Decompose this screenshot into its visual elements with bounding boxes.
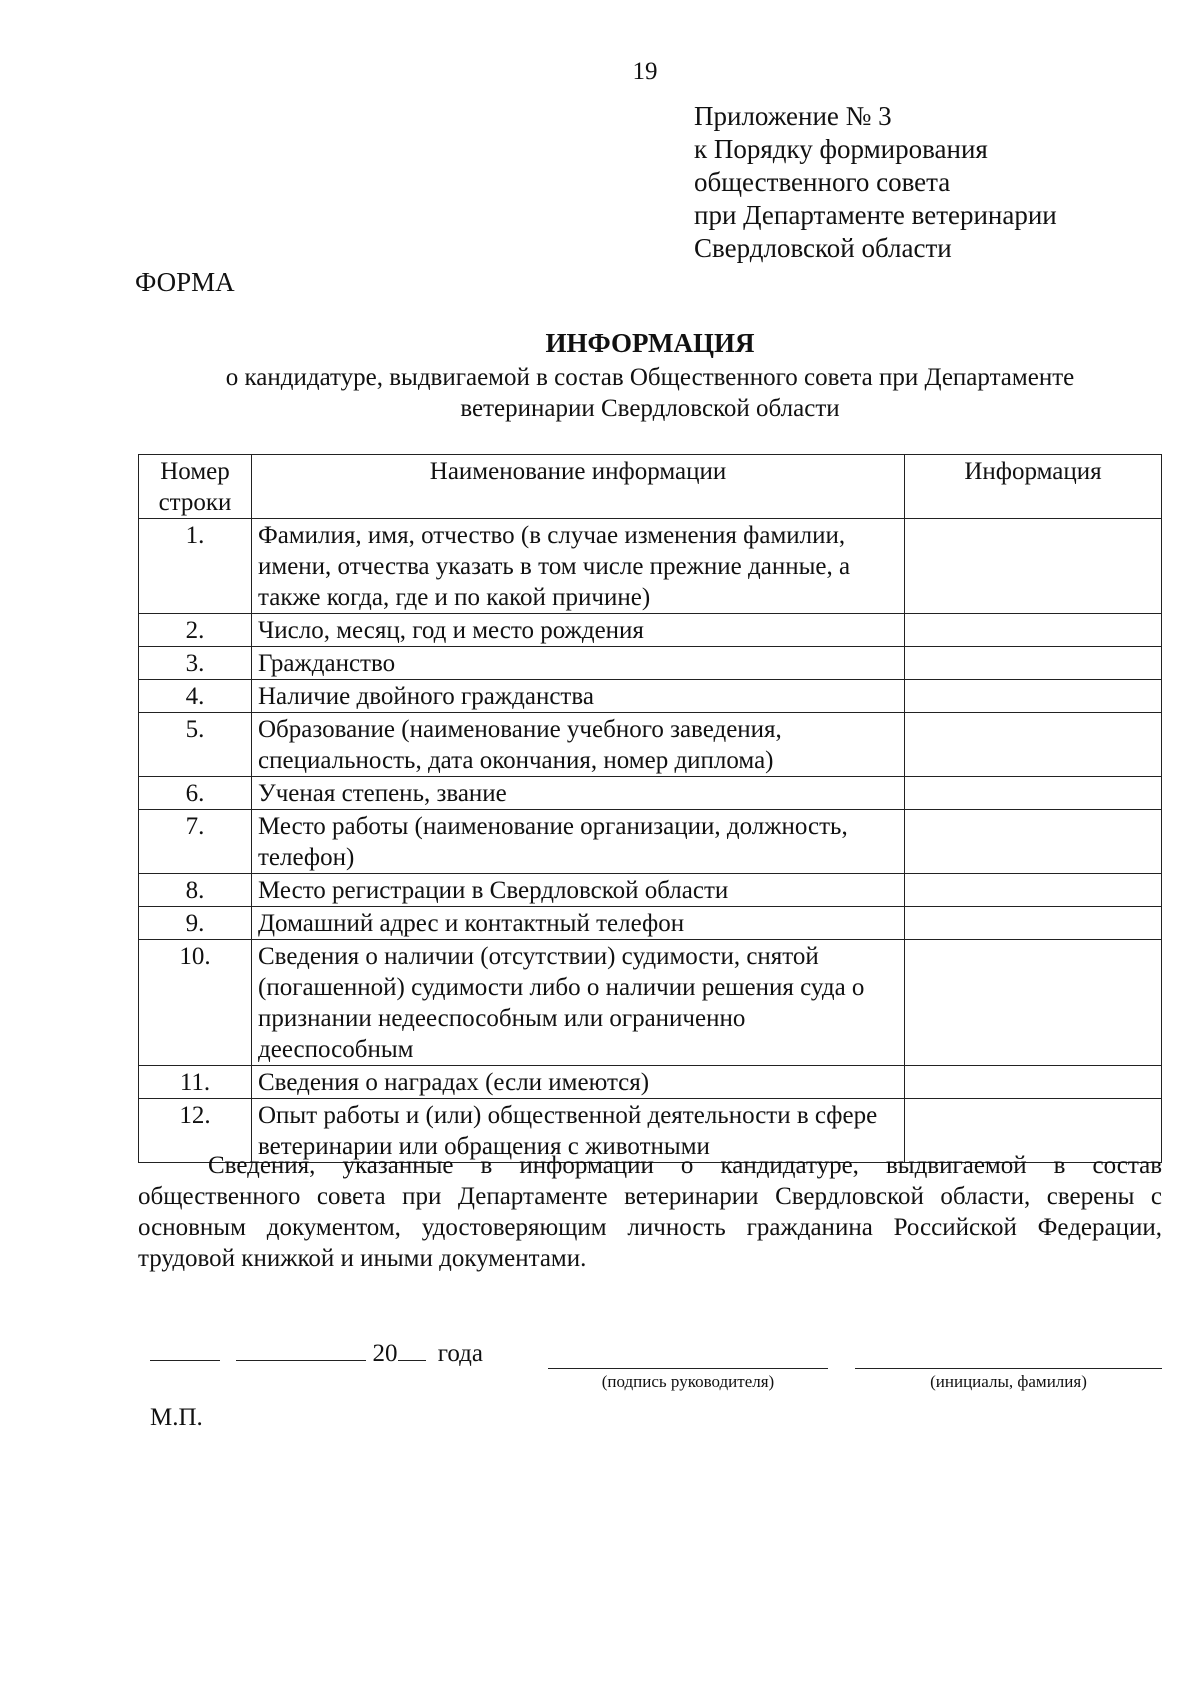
row-info-cell[interactable] (905, 713, 1162, 777)
row-number: 4. (139, 680, 252, 713)
stamp-place: М.П. (150, 1404, 203, 1431)
row-name: Сведения о наличии (отсутствии) судимости, снятой (погашенной) судимости либо о наличии решения суда о признании недееспособным или ограниченно дееспособным (252, 940, 905, 1066)
table-row (139, 1066, 1162, 1099)
appendix-line: Приложение № 3 (694, 101, 892, 131)
row-name: Место работы (наименование организации, должность, телефон) (252, 810, 905, 874)
document-title: ИНФОРМАЦИЯ (545, 328, 755, 358)
row-info-cell[interactable] (905, 940, 1162, 1066)
table-row (139, 777, 1162, 810)
info-table (138, 454, 1162, 1163)
row-info-cell[interactable] (905, 810, 1162, 874)
row-info-cell[interactable] (905, 874, 1162, 907)
table-row (139, 647, 1162, 680)
header-info-value: Информация (905, 455, 1162, 519)
table-row (139, 680, 1162, 713)
appendix-line: Свердловской области (694, 233, 952, 263)
row-number: 10. (139, 940, 252, 1066)
year-blank[interactable] (398, 1338, 426, 1361)
table-row (139, 874, 1162, 907)
row-name: Место регистрации в Свердловской области (252, 874, 905, 907)
row-name: Домашний адрес и контактный телефон (252, 907, 905, 940)
table-row (139, 907, 1162, 940)
table-row (139, 614, 1162, 647)
page-number: 19 (632, 58, 658, 85)
row-number: 8. (139, 874, 252, 907)
table-row (139, 940, 1162, 1066)
row-info-cell[interactable] (905, 614, 1162, 647)
header-info-name: Наименование информации (252, 455, 905, 519)
appendix-line: при Департаменте ветеринарии (694, 200, 1057, 230)
month-blank[interactable] (236, 1338, 366, 1361)
date-line (150, 1338, 483, 1368)
row-number: 9. (139, 907, 252, 940)
table-header-row (139, 455, 1162, 519)
row-number: 2. (139, 614, 252, 647)
row-name: Фамилия, имя, отчество (в случае изменения фамилии, имени, отчества указать в том числе прежние данные, а также когда, где и по какой причине) (252, 519, 905, 614)
subtitle-line: ветеринарии Свердловской области (460, 395, 840, 422)
row-info-cell[interactable] (905, 680, 1162, 713)
appendix-line: общественного совета (694, 167, 951, 197)
day-blank[interactable] (150, 1338, 220, 1361)
row-number: 7. (139, 810, 252, 874)
row-number: 11. (139, 1066, 252, 1099)
row-number: 12. (139, 1099, 252, 1163)
table-row (139, 519, 1162, 614)
year-suffix: года (437, 1340, 483, 1367)
row-number: 1. (139, 519, 252, 614)
initials-caption: (инициалы, фамилия) (930, 1372, 1087, 1391)
row-name: Сведения о наградах (если имеются) (252, 1066, 905, 1099)
table-row (139, 810, 1162, 874)
row-info-cell[interactable] (905, 907, 1162, 940)
row-info-cell[interactable] (905, 647, 1162, 680)
head-signature-caption: (подпись руководителя) (601, 1372, 775, 1391)
row-number: 5. (139, 713, 252, 777)
row-info-cell[interactable] (905, 1066, 1162, 1099)
appendix-block (694, 100, 1174, 265)
row-name: Число, месяц, год и место рождения (252, 614, 905, 647)
row-name: Ученая степень, звание (252, 777, 905, 810)
year-prefix: 20 (372, 1340, 398, 1367)
row-number: 6. (139, 777, 252, 810)
row-name: Гражданство (252, 647, 905, 680)
form-label: ФОРМА (135, 267, 235, 297)
initials-line[interactable] (855, 1368, 1162, 1369)
row-info-cell[interactable] (905, 777, 1162, 810)
verification-note: Сведения, указанные в информации о кандидатуре, выдвигаемой в состав общественного совета при Департаменте ветеринарии Свердловской области, сверены с основным документом, удостоверяющим личность гражданина Российской Федерации, трудовой книжкой и иными документами. (138, 1152, 1162, 1272)
subtitle-line: о кандидатуре, выдвигаемой в состав Общественного совета при Департаменте (225, 364, 1075, 391)
row-number: 3. (139, 647, 252, 680)
row-name: Наличие двойного гражданства (252, 680, 905, 713)
document-subtitle (160, 362, 1140, 424)
appendix-line: к Порядку формирования (694, 134, 988, 164)
row-name: Образование (наименование учебного заведения, специальность, дата окончания, номер диплома) (252, 713, 905, 777)
head-signature-line[interactable] (548, 1368, 828, 1369)
header-row-number: Номер строки (139, 455, 252, 519)
table-row (139, 713, 1162, 777)
row-name: Опыт работы и (или) общественной деятельности в сфере ветеринарии или обращения с животными (252, 1099, 905, 1163)
row-info-cell[interactable] (905, 519, 1162, 614)
